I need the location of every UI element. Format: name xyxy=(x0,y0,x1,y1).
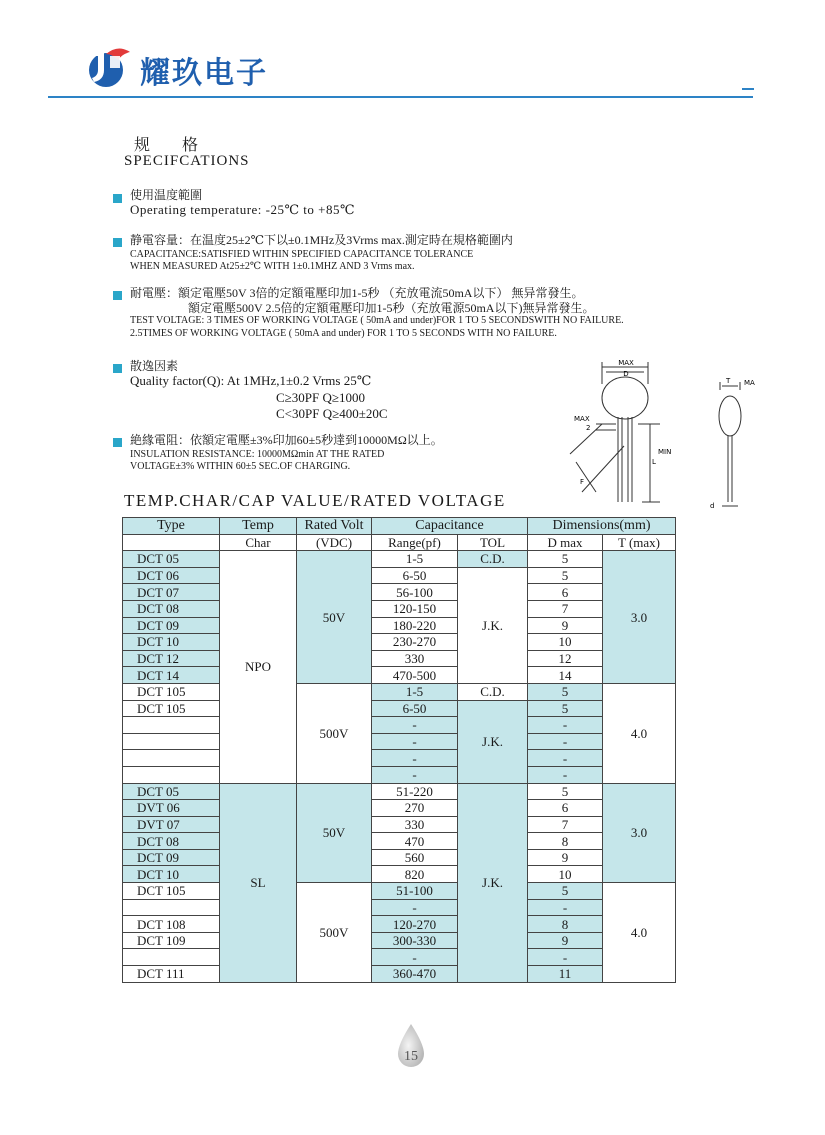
cell-tmax: 3.0 xyxy=(603,551,676,684)
cell-rated-volt: 50V xyxy=(297,783,372,883)
cell-type: DCT 10 xyxy=(123,634,220,651)
table-row xyxy=(123,650,676,667)
cell-dmax: 5 xyxy=(528,567,603,584)
table-row xyxy=(123,866,676,883)
table-row xyxy=(123,567,676,584)
cell-range: - xyxy=(372,733,458,750)
q-en: Quality factor(Q): At 1MHz,1±0.2 Vrms 25℃ xyxy=(130,373,372,388)
cell-type: DCT 12 xyxy=(123,650,220,667)
cell-tmax: 3.0 xyxy=(603,783,676,883)
cell-tol: C.D. xyxy=(458,551,528,568)
cell-range: - xyxy=(372,899,458,916)
cell-dmax: - xyxy=(528,733,603,750)
cell-type: DCT 105 xyxy=(123,883,220,900)
op-temp-cn: 使用温度範圍 xyxy=(130,188,203,202)
cell-range: 120-270 xyxy=(372,916,458,933)
brand-name: 耀玖电子 xyxy=(140,56,268,91)
cell-temp-char: SL xyxy=(220,783,297,982)
th-type-blank xyxy=(123,534,220,551)
cell-tol: J.K. xyxy=(458,783,528,982)
cell-dmax: - xyxy=(528,949,603,966)
volt-en-line1: TEST VOLTAGE: 3 TIMES OF WORKING VOLTAGE ( 50mA and under)FOR 1 TO 5 SECONDSWITH NO FAILURE. xyxy=(130,315,624,326)
cell-dmax: 11 xyxy=(528,966,603,983)
cap-cn: 静電容量：在温度25±2℃下以±0.1MHz及3Vrms max.測定時在規格範圍内 xyxy=(130,233,513,247)
cell-type: DCT 111 xyxy=(123,966,220,983)
diag-f: F xyxy=(580,478,585,486)
cell-tol: J.K. xyxy=(458,700,528,783)
table-row xyxy=(123,883,676,900)
cell-type xyxy=(123,717,220,734)
cell-range: - xyxy=(372,750,458,767)
header-divider xyxy=(48,96,753,98)
q-cond-2: C<30PF Q≥400±20C xyxy=(276,406,388,421)
th-vdc: (VDC) xyxy=(297,534,372,551)
table-row xyxy=(123,733,676,750)
cell-range: 360-470 xyxy=(372,966,458,983)
spec-table xyxy=(122,517,676,983)
cell-range: 230-270 xyxy=(372,634,458,651)
cell-range: 56-100 xyxy=(372,584,458,601)
th-temp: Temp xyxy=(220,518,297,535)
cell-range: 1-5 xyxy=(372,683,458,700)
cell-dmax: 5 xyxy=(528,783,603,800)
volt-en-line2: 2.5TIMES OF WORKING VOLTAGE ( 50mA and under) FOR 1 TO 5 SECONDS WITH NO FAILURE. xyxy=(130,328,557,339)
ins-en-line1: INSULATION RESISTANCE: 10000MΩmin AT THE RATED xyxy=(130,449,385,460)
cell-dmax: 7 xyxy=(528,816,603,833)
cell-dmax: 9 xyxy=(528,932,603,949)
cell-type: DCT 09 xyxy=(123,617,220,634)
table-row xyxy=(123,833,676,850)
table-row xyxy=(123,584,676,601)
cell-dmax: 6 xyxy=(528,800,603,817)
bullet-square-icon xyxy=(113,364,122,373)
cell-range: 820 xyxy=(372,866,458,883)
cell-range: 51-100 xyxy=(372,883,458,900)
table-row xyxy=(123,551,676,568)
cell-rated-volt: 500V xyxy=(297,683,372,783)
cell-rated-volt: 500V xyxy=(297,883,372,983)
bullet-square-icon xyxy=(113,438,122,447)
capacitor-side-diagram xyxy=(704,374,764,514)
brand-y-logo-icon xyxy=(82,40,134,92)
header-divider-tick xyxy=(742,88,754,90)
cell-dmax: 5 xyxy=(528,700,603,717)
cell-range: 470 xyxy=(372,833,458,850)
cell-dmax: 9 xyxy=(528,849,603,866)
cell-range: - xyxy=(372,766,458,783)
cell-range: - xyxy=(372,949,458,966)
cell-type xyxy=(123,766,220,783)
cell-dmax: 10 xyxy=(528,634,603,651)
th-rated: Rated Volt xyxy=(297,518,372,535)
cell-range: 51-220 xyxy=(372,783,458,800)
cell-type: DVT 07 xyxy=(123,816,220,833)
volt-cn-line2: 額定電壓500V 2.5倍的定額電壓印加1-5秒（充放電源50mA以下)無异常發生。 xyxy=(188,301,595,315)
cell-range: - xyxy=(372,717,458,734)
cell-type xyxy=(123,899,220,916)
op-temp-en: Operating temperature: -25℃ to +85℃ xyxy=(130,202,356,217)
cell-range: 470-500 xyxy=(372,667,458,684)
page-number-drop-icon xyxy=(392,1022,430,1070)
cell-temp-char: NPO xyxy=(220,551,297,783)
cell-range: 270 xyxy=(372,800,458,817)
cell-range: 300-330 xyxy=(372,932,458,949)
cell-dmax: 10 xyxy=(528,866,603,883)
cell-dmax: 14 xyxy=(528,667,603,684)
cell-dmax: 5 xyxy=(528,883,603,900)
ins-en-line2: VOLTAGE±3% WITHIN 60±5 SEC.OF CHARGING. xyxy=(130,461,351,472)
capacitor-dimension-diagram xyxy=(540,352,680,512)
th-range: Range(pf) xyxy=(372,534,458,551)
table-row xyxy=(123,949,676,966)
cell-dmax: 5 xyxy=(528,683,603,700)
section-title-en: SPECIFCATIONS xyxy=(124,153,250,169)
table-row xyxy=(123,916,676,933)
bullet-square-icon xyxy=(113,291,122,300)
table-row xyxy=(123,634,676,651)
table-row xyxy=(123,849,676,866)
cell-type: DCT 07 xyxy=(123,584,220,601)
cell-tol: C.D. xyxy=(458,683,528,700)
cell-rated-volt: 50V xyxy=(297,551,372,684)
cell-dmax: - xyxy=(528,750,603,767)
cell-range: 330 xyxy=(372,650,458,667)
cell-type xyxy=(123,949,220,966)
table-row xyxy=(123,700,676,717)
diag-two: 2 xyxy=(586,424,591,432)
section-title-cn: 规格 xyxy=(134,137,231,154)
cell-type: DCT 06 xyxy=(123,567,220,584)
table-row xyxy=(123,617,676,634)
table-title: TEMP.CHAR/CAP VALUE/RATED VOLTAGE xyxy=(124,491,506,510)
cell-type: DCT 05 xyxy=(123,783,220,800)
table-row xyxy=(123,783,676,800)
cell-range: 1-5 xyxy=(372,551,458,568)
table-row xyxy=(123,766,676,783)
cell-type: DCT 105 xyxy=(123,700,220,717)
table-row xyxy=(123,667,676,684)
cell-tol: J.K. xyxy=(458,567,528,683)
cell-type: DCT 08 xyxy=(123,600,220,617)
cell-range: 560 xyxy=(372,849,458,866)
table-row xyxy=(123,600,676,617)
cell-type: DCT 10 xyxy=(123,866,220,883)
cell-type: DCT 14 xyxy=(123,667,220,684)
diag-ma: MA xyxy=(744,379,755,387)
cell-type: DCT 08 xyxy=(123,833,220,850)
cell-dmax: - xyxy=(528,899,603,916)
page-number: 15 xyxy=(404,1049,418,1064)
diag-min: MIN xyxy=(658,448,672,456)
table-row xyxy=(123,816,676,833)
cell-range: 6-50 xyxy=(372,700,458,717)
cell-type: DCT 105 xyxy=(123,683,220,700)
th-dmax: D max xyxy=(528,534,603,551)
table-row xyxy=(123,750,676,767)
th-tol: TOL xyxy=(458,534,528,551)
diag-d: D xyxy=(623,370,629,378)
th-char: Char xyxy=(220,534,297,551)
diag-max2: MAX xyxy=(574,415,590,423)
th-cap: Capacitance xyxy=(372,518,528,535)
cell-type: DVT 06 xyxy=(123,800,220,817)
cap-en-line1: CAPACITANCE:SATISFIED WITHIN SPECIFIED CAPACITANCE TOLERANCE xyxy=(130,249,474,260)
diag-dd: d xyxy=(710,502,715,510)
cell-type: DCT 05 xyxy=(123,551,220,568)
cell-dmax: 7 xyxy=(528,600,603,617)
q-cn: 散逸因素 xyxy=(130,359,179,373)
ins-cn: 絶緣電阻：依額定電壓±3%印加60±5秒達到10000MΩ以上。 xyxy=(130,433,443,447)
cell-tmax: 4.0 xyxy=(603,683,676,783)
cell-dmax: 5 xyxy=(528,551,603,568)
q-cond-1: C≥30PF Q≥1000 xyxy=(276,390,366,405)
volt-cn-line1: 耐電壓：額定電壓50V 3倍的定額電壓印加1-5秒 （充放電流50mA以下） 無异常發生。 xyxy=(130,286,584,300)
th-dim: Dimensions(mm) xyxy=(528,518,676,535)
cell-range: 330 xyxy=(372,816,458,833)
cell-type xyxy=(123,733,220,750)
cell-tmax: 4.0 xyxy=(603,883,676,983)
table-row xyxy=(123,899,676,916)
th-tmax: T (max) xyxy=(603,534,676,551)
cell-dmax: 8 xyxy=(528,833,603,850)
cell-dmax: 12 xyxy=(528,650,603,667)
table-row xyxy=(123,717,676,734)
table-row xyxy=(123,683,676,700)
cell-type: DCT 108 xyxy=(123,916,220,933)
cell-dmax: - xyxy=(528,766,603,783)
diag-l: L xyxy=(652,458,656,466)
table-row xyxy=(123,932,676,949)
cell-dmax: 9 xyxy=(528,617,603,634)
cell-range: 180-220 xyxy=(372,617,458,634)
bullet-square-icon xyxy=(113,194,122,203)
diag-max: MAX xyxy=(618,359,634,367)
cell-range: 6-50 xyxy=(372,567,458,584)
cell-type: DCT 09 xyxy=(123,849,220,866)
table-row xyxy=(123,800,676,817)
cap-en-line2: WHEN MEASURED At25±2℃ WITH 1±0.1MHZ AND 3 Vrms max. xyxy=(130,261,415,272)
diag-t: T xyxy=(726,377,731,385)
cell-range: 120-150 xyxy=(372,600,458,617)
cell-dmax: - xyxy=(528,717,603,734)
cell-type: DCT 109 xyxy=(123,932,220,949)
th-type: Type xyxy=(123,518,220,535)
bullet-square-icon xyxy=(113,238,122,247)
cell-type xyxy=(123,750,220,767)
table-row xyxy=(123,966,676,983)
cell-dmax: 6 xyxy=(528,584,603,601)
cell-dmax: 8 xyxy=(528,916,603,933)
